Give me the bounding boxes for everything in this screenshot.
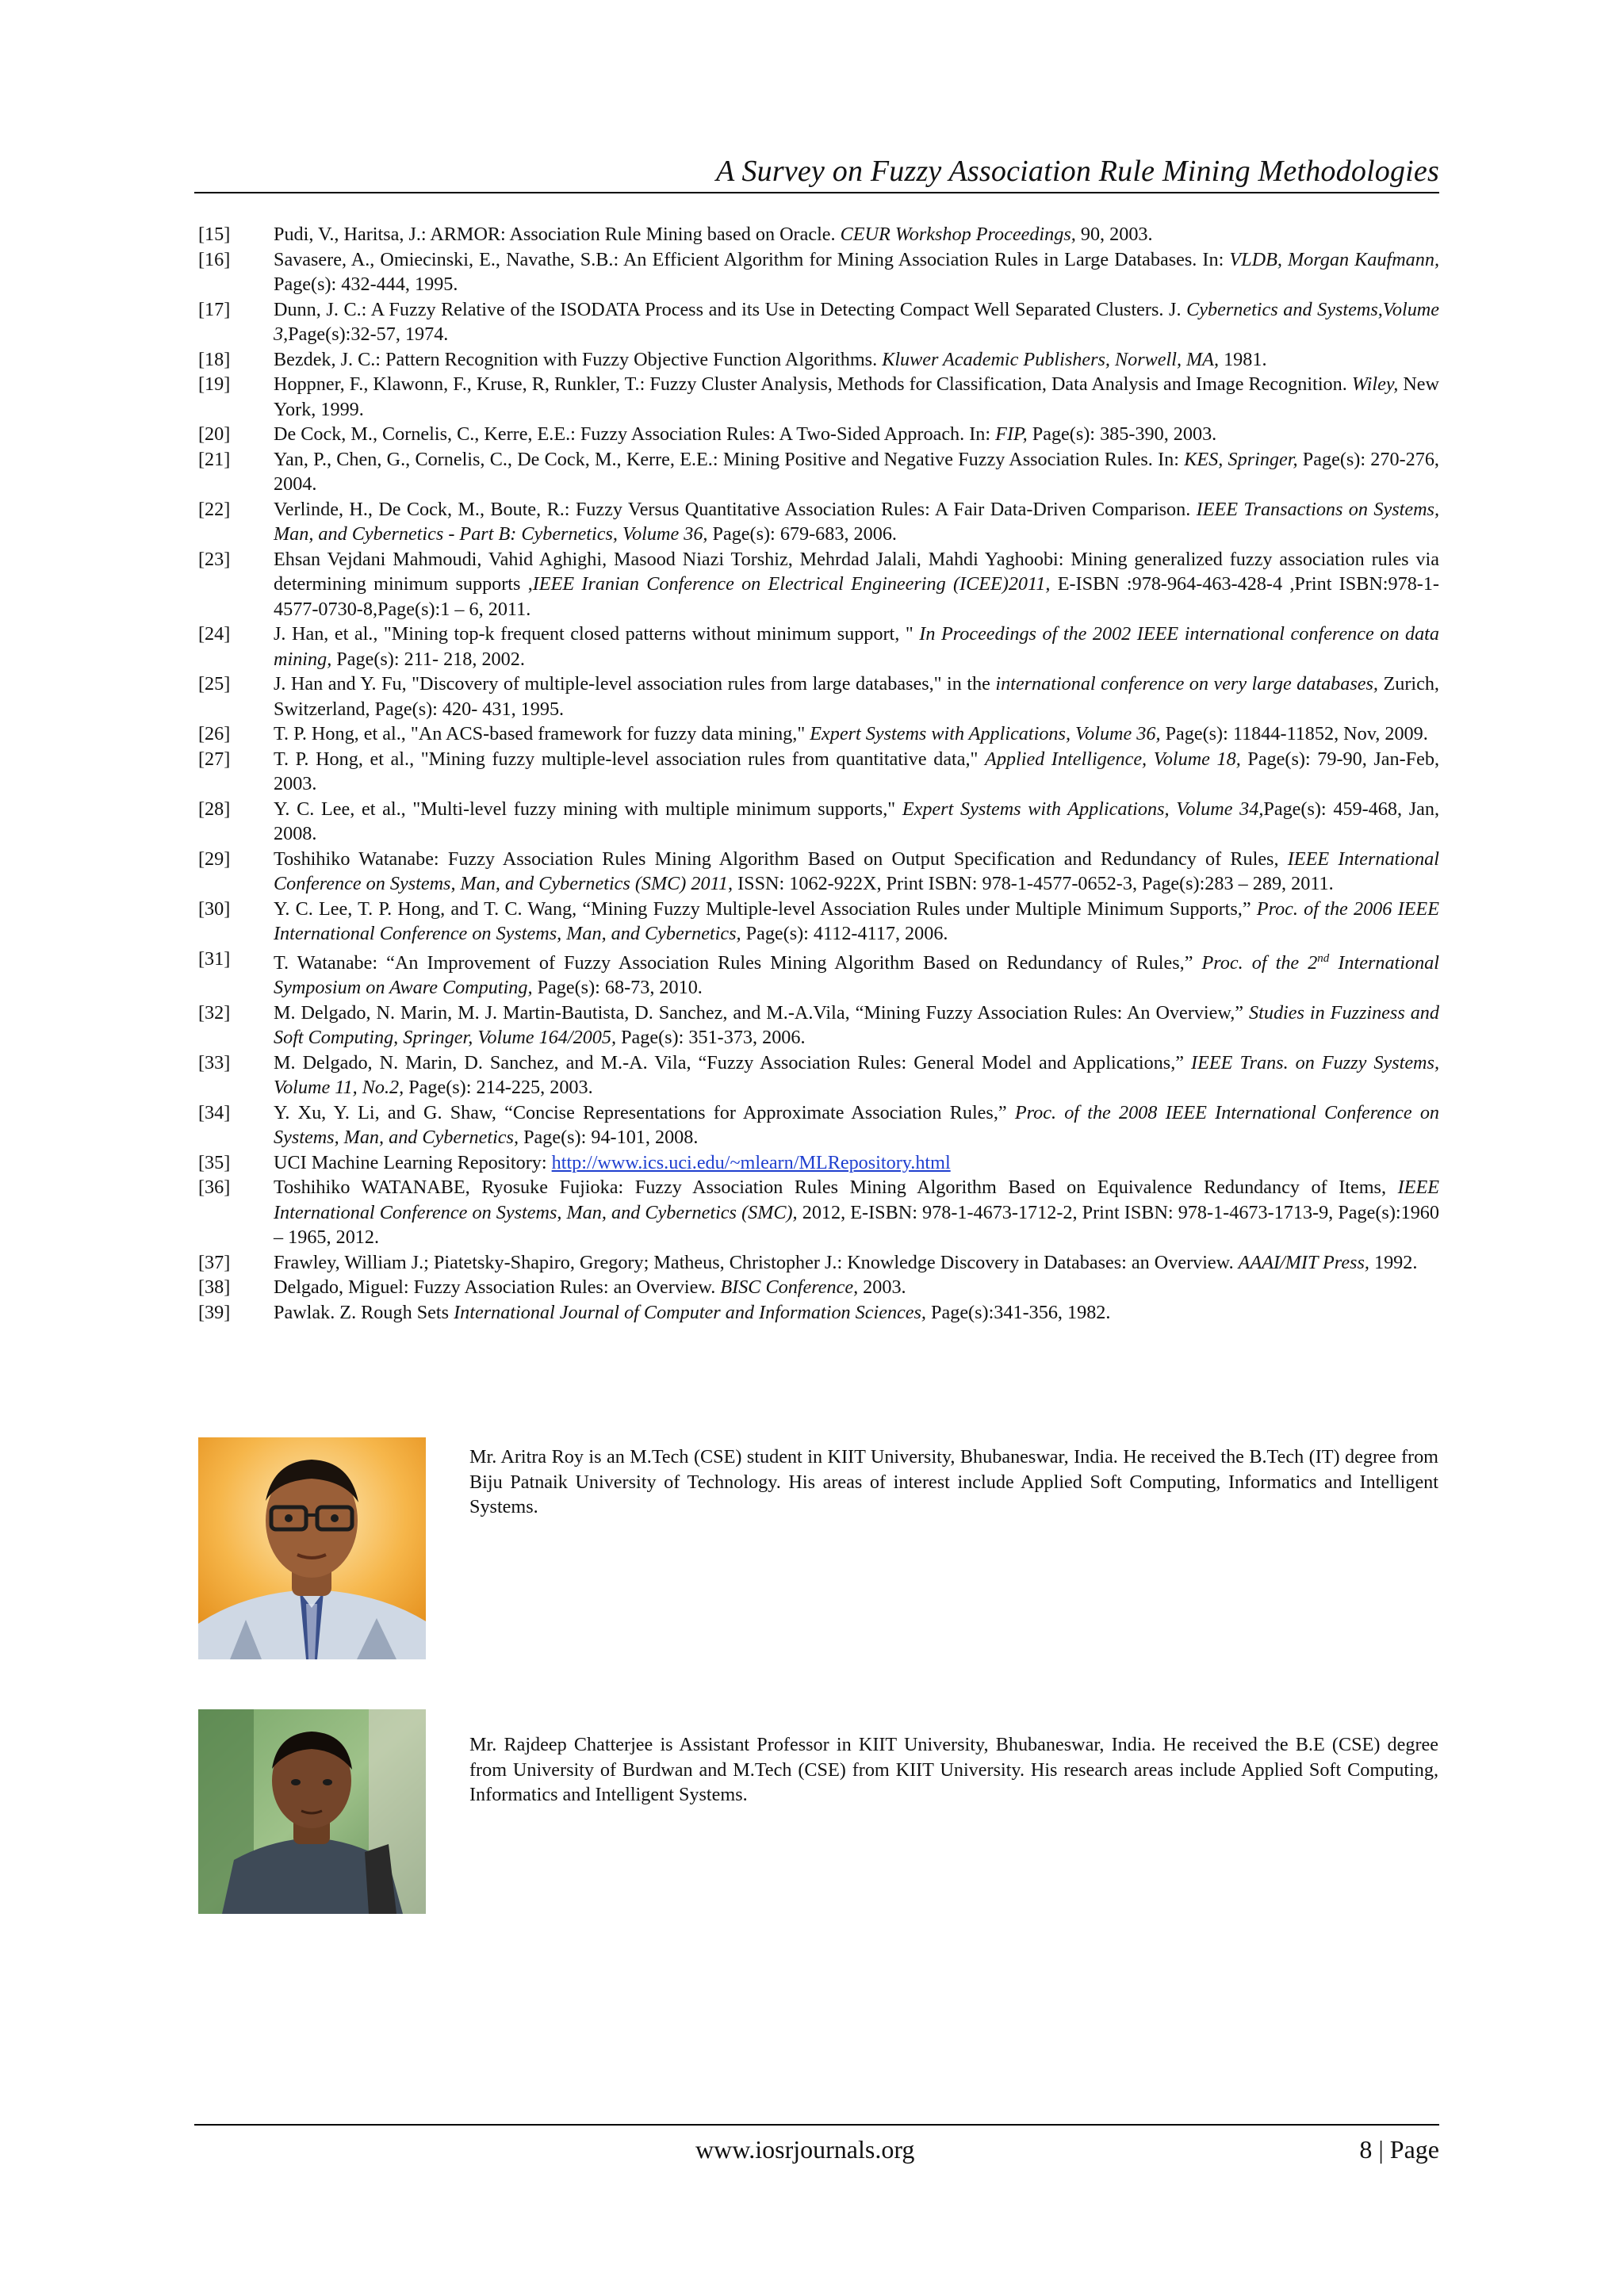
reference-segment: Page(s): 270-276, 2004. [274, 448, 1439, 495]
reference-text [274, 497, 1439, 547]
reference-number: [32] [198, 1001, 231, 1024]
reference-segment: Y. C. Lee, T. P. Hong, and T. C. Wang, “Mining Fuzzy Multiple-level Association Rules under Multiple Minimum Supports,” [274, 897, 1257, 920]
reference-item [198, 247, 1439, 297]
reference-text [274, 547, 1439, 622]
reference-venue: IEEE Trans. on Fuzzy Systems, Volume 11, No.2, [274, 1051, 1439, 1099]
reference-item [198, 347, 1439, 373]
running-title: A Survey on Fuzzy Association Rule Mining Methodologies [716, 155, 1439, 188]
reference-segment: 2003. [858, 1276, 906, 1299]
reference-item [198, 721, 1439, 747]
reference-text [274, 447, 1439, 497]
reference-segment: J. Han and Y. Fu, "Discovery of multiple-level association rules from large databases," in the [274, 673, 996, 695]
reference-venue: In Proceedings of the 2002 IEEE international conference on data mining, [274, 623, 1439, 670]
reference-number: [27] [198, 748, 231, 770]
reference-venue: IEEE Transactions on Systems, Man, and Cybernetics - Part B: Cybernetics, Volume 36, [274, 498, 1439, 545]
reference-segment: New York, 1999. [274, 373, 1440, 420]
reference-segment: Page(s): 211- 218, 2002. [331, 648, 525, 670]
reference-text [274, 347, 1439, 373]
page-footer [194, 2124, 1439, 2167]
reference-item [198, 547, 1439, 622]
reference-venue: Expert Systems with Applications, Volume 34, [902, 798, 1264, 820]
reference-number: [35] [198, 1151, 231, 1173]
reference-link[interactable]: http://www.ics.uci.edu/~mlearn/MLRepository.html [551, 1151, 951, 1173]
reference-segment: Verlinde, H., De Cock, M., Boute, R.: Fuzzy Versus Quantitative Association Rules: A Fair Data-Driven Comparison. [274, 498, 1197, 520]
reference-text [274, 1001, 1439, 1050]
reference-text [274, 372, 1439, 422]
reference-venue: Proc. of the 2006 IEEE International Conference on Systems, Man, and Cybernetics, [274, 897, 1439, 944]
reference-superscript: nd [1317, 951, 1330, 965]
reference-segment: 90, 2003. [1075, 224, 1153, 245]
reference-number: [36] [198, 1177, 231, 1199]
page-number: 8 | Page [1359, 2135, 1439, 2164]
reference-segment: De Cock, M., Cornelis, C., Kerre, E.E.: Fuzzy Association Rules: A Two-Sided Approach. In: [274, 423, 996, 445]
reference-segment: Yan, P., Chen, G., Cornelis, C., De Cock, M., Kerre, E.E.: Mining Positive and Negative Fuzzy Association Rules. In: [274, 448, 1185, 470]
reference-item [198, 222, 1439, 247]
reference-number: [25] [198, 673, 231, 695]
reference-text [274, 847, 1439, 897]
reference-segment: Toshihiko Watanabe: Fuzzy Association Rules Mining Algorithm Based on Output Specification and Redundancy of Rules, [274, 848, 1288, 870]
reference-number: [19] [198, 373, 231, 395]
reference-segment: Savasere, A., Omiecinski, E., Navathe, S.B.: An Efficient Algorithm for Mining Association Rules in Large Databases. In: [274, 248, 1230, 270]
journal-website: www.iosrjournals.org [695, 2135, 915, 2164]
reference-venue: Expert Systems with Applications, Volume 36, [810, 723, 1161, 744]
reference-item [198, 747, 1439, 797]
reference-segment: 1981. [1219, 348, 1267, 370]
reference-text [274, 721, 1439, 747]
reference-item [198, 297, 1439, 347]
reference-number: [37] [198, 1251, 231, 1273]
reference-venue: IEEE Iranian Conference on Electrical Engineering (ICEE)2011, [532, 573, 1051, 595]
reference-number: [33] [198, 1051, 231, 1073]
reference-segment: Page(s): 94-101, 2008. [519, 1127, 699, 1149]
reference-number: [18] [198, 348, 231, 370]
reference-text [274, 297, 1439, 347]
reference-text [274, 797, 1439, 847]
author-bio-aritra-roy: Mr. Aritra Roy is an M.Tech (CSE) student in KIIT University, Bhubaneswar, India. He received the B.Tech (IT) degree from Biju Patnaik University of Technology. His areas of interest include Applied Soft Computing, Informatics and Intelligent Systems. [469, 1446, 1438, 1517]
reference-segment: Zurich, Switzerland, Page(s): 420- 431, 1995. [274, 673, 1439, 720]
reference-segment: 2012, E-ISBN: 978-1-4673-1712-2, Print ISBN: 978-1-4673-1713-9, Page(s):1960 – 1965, 2012. [274, 1201, 1439, 1249]
reference-text [274, 1300, 1439, 1326]
reference-number: [21] [198, 448, 231, 470]
reference-venue: KES, Springer, [1184, 448, 1298, 470]
reference-item [198, 797, 1439, 847]
reference-text [274, 1275, 1439, 1300]
reference-segment: M. Delgado, N. Marin, M. J. Martin-Bautista, D. Sanchez, and M.-A.Vila, “Mining Fuzzy Association Rules: An Overview,” [274, 1001, 1250, 1024]
reference-item [198, 897, 1439, 947]
reference-number: [30] [198, 897, 231, 920]
reference-venue: International Symposium on Aware Computing, [274, 951, 1439, 999]
reference-number: [26] [198, 723, 231, 744]
reference-segment: Page(s): 432-444, 1995. [274, 274, 458, 295]
reference-segment: Ehsan Vejdani Mahmoudi, Vahid Aghighi, Masood Niazi Torshiz, Mehrdad Jalali, Mahdi Yaghoobi: Mining generalized fuzzy association rules via determining minimum supports , [274, 548, 1439, 595]
reference-venue: Kluwer Academic Publishers, Norwell, MA, [882, 348, 1220, 370]
reference-item [198, 622, 1439, 672]
reference-number: [20] [198, 423, 231, 445]
reference-item [198, 1150, 1439, 1176]
reference-venue: international conference on very large databases, [995, 673, 1378, 695]
reference-text [274, 422, 1439, 447]
reference-item [198, 1275, 1439, 1300]
reference-venue: BISC Conference, [720, 1276, 859, 1299]
reference-segment: Page(s): 679-683, 2006. [707, 523, 897, 545]
reference-venue: IEEE International Conference on Systems, Man, and Cybernetics (SMC), [274, 1177, 1439, 1223]
reference-segment: 1992. [1369, 1251, 1418, 1273]
reference-segment: T. Watanabe: “An Improvement of Fuzzy Association Rules Mining Algorithm Based on Redundancy of Rules,” [274, 951, 1202, 974]
reference-number: [38] [198, 1276, 231, 1299]
reference-number: [39] [198, 1301, 231, 1323]
reference-segment: Page(s): 214-225, 2003. [404, 1077, 593, 1099]
reference-text [274, 247, 1439, 297]
reference-number: [22] [198, 498, 231, 520]
reference-item [198, 1001, 1439, 1050]
reference-segment: Frawley, William J.; Piatetsky-Shapiro, Gregory; Matheus, Christopher J.: Knowledge Discovery in Databases: an Overview. [274, 1251, 1239, 1273]
reference-segment: Page(s):341-356, 1982. [925, 1301, 1111, 1323]
reference-venue: Cybernetics and Systems,Volume 3, [274, 298, 1439, 345]
reference-item [198, 422, 1439, 447]
author-photo-rajdeep-chatterjee [198, 1709, 426, 1914]
page-header [194, 147, 1439, 193]
author-photo-aritra-roy [198, 1437, 426, 1659]
reference-text [274, 222, 1439, 247]
reference-segment: T. P. Hong, et al., "Mining fuzzy multiple-level association rules from quantitative data," [274, 748, 986, 770]
reference-item [198, 1100, 1439, 1150]
reference-segment: UCI Machine Learning Repository: [274, 1151, 552, 1173]
reference-item [198, 1300, 1439, 1326]
reference-venue: International Journal of Computer and Information Sciences, [454, 1301, 926, 1323]
reference-text [274, 622, 1439, 672]
reference-list [198, 222, 1439, 1325]
reference-segment: Y. Xu, Y. Li, and G. Shaw, “Concise Representations for Approximate Association Rules,” [274, 1101, 1015, 1123]
reference-venue: IEEE International Conference on Systems, Man, and Cybernetics (SMC) 2011, [274, 848, 1439, 894]
reference-segment: E-ISBN :978-964-463-428-4 ,Print ISBN:978-1-4577-0730-8,Page(s):1 – 6, 2011. [274, 573, 1439, 620]
reference-venue: Proc. of the 2 [1201, 951, 1318, 974]
reference-item [198, 447, 1439, 497]
reference-number: [31] [198, 947, 231, 970]
reference-text [274, 1250, 1439, 1276]
reference-segment: Toshihiko WATANABE, Ryosuke Fujioka: Fuzzy Association Rules Mining Algorithm Based on Equivalence Redundancy of Items, [274, 1177, 1398, 1199]
reference-item [198, 372, 1439, 422]
reference-venue: VLDB, Morgan Kaufmann, [1229, 248, 1440, 270]
reference-number: [34] [198, 1101, 231, 1123]
reference-venue: Proc. of the 2008 IEEE International Conference on Systems, Man, and Cybernetics, [274, 1101, 1440, 1149]
reference-segment: Page(s): 79-90, Jan-Feb, 2003. [274, 748, 1439, 794]
reference-segment: Page(s):32-57, 1974. [288, 323, 449, 345]
reference-text [274, 1100, 1439, 1150]
reference-number: [23] [198, 548, 231, 570]
reference-segment: Page(s): 351-373, 2006. [616, 1027, 806, 1049]
reference-number: [29] [198, 848, 231, 870]
reference-segment: ISSN: 1062-922X, Print ISBN: 978-1-4577-0652-3, Page(s):283 – 289, 2011. [733, 873, 1334, 894]
reference-item [198, 672, 1439, 721]
reference-segment: Pawlak. Z. Rough Sets [274, 1301, 454, 1323]
reference-item [198, 497, 1439, 547]
reference-text [274, 947, 1439, 1001]
reference-segment: Delgado, Miguel: Fuzzy Association Rules: an Overview. [274, 1276, 721, 1299]
reference-segment: Dunn, J. C.: A Fuzzy Relative of the ISODATA Process and its Use in Detecting Compact Well Separated Clusters. J. [274, 298, 1187, 320]
reference-number: [28] [198, 798, 231, 820]
reference-text [274, 1150, 1439, 1176]
reference-venue: Studies in Fuzziness and Soft Computing, Springer, Volume 164/2005, [274, 1001, 1439, 1049]
reference-segment: Page(s): 459-468, Jan, 2008. [274, 798, 1439, 844]
reference-venue: Applied Intelligence, Volume 18, [985, 748, 1241, 770]
reference-item [198, 1050, 1439, 1100]
reference-segment: Page(s): 385-390, 2003. [1027, 423, 1217, 445]
reference-number: [15] [198, 224, 231, 245]
reference-text [274, 897, 1439, 947]
author-bio-rajdeep-chatterjee: Mr. Rajdeep Chatterjee is Assistant Professor in KIIT University, Bhubaneswar, India. He received the B.E (CSE) degree from University of Burdwan and M.Tech (CSE) from KIIT University. His research areas include Applied Soft Computing, Informatics and Intelligent Systems. [469, 1734, 1438, 1805]
reference-text [274, 1050, 1439, 1100]
reference-segment: Pudi, V., Haritsa, J.: ARMOR: Association Rule Mining based on Oracle. [274, 224, 841, 245]
reference-item [198, 1250, 1439, 1276]
reference-venue: Wiley, [1351, 373, 1399, 395]
reference-venue: FIP, [995, 423, 1028, 445]
reference-segment: Page(s): 11844-11852, Nov, 2009. [1160, 723, 1428, 744]
reference-segment: Page(s): 4112-4117, 2006. [741, 923, 948, 944]
reference-item [198, 847, 1439, 897]
reference-item [198, 947, 1439, 1001]
reference-text [274, 672, 1439, 721]
reference-text [274, 747, 1439, 797]
reference-segment: Bezdek, J. C.: Pattern Recognition with Fuzzy Objective Function Algorithms. [274, 348, 883, 370]
reference-text [274, 1175, 1439, 1250]
reference-segment: Page(s): 68-73, 2010. [532, 977, 703, 999]
reference-number: [16] [198, 248, 231, 270]
reference-segment: Y. C. Lee, et al., "Multi-level fuzzy mining with multiple minimum supports," [274, 798, 902, 820]
reference-number: [24] [198, 623, 231, 645]
reference-segment: M. Delgado, N. Marin, D. Sanchez, and M.-A. Vila, “Fuzzy Association Rules: General Model and Applications,” [274, 1051, 1192, 1073]
reference-segment: J. Han, et al., "Mining top-k frequent closed patterns without minimum support, " [274, 623, 920, 645]
reference-item [198, 1175, 1439, 1250]
reference-venue: CEUR Workshop Proceedings, [840, 224, 1076, 245]
reference-venue: AAAI/MIT Press, [1238, 1251, 1369, 1273]
reference-number: [17] [198, 298, 231, 320]
reference-segment: T. P. Hong, et al., "An ACS-based framework for fuzzy data mining," [274, 723, 810, 744]
reference-segment: Hoppner, F., Klawonn, F., Kruse, R, Runkler, T.: Fuzzy Cluster Analysis, Methods for Classification, Data Analysis and Image Recognition. [274, 373, 1352, 395]
